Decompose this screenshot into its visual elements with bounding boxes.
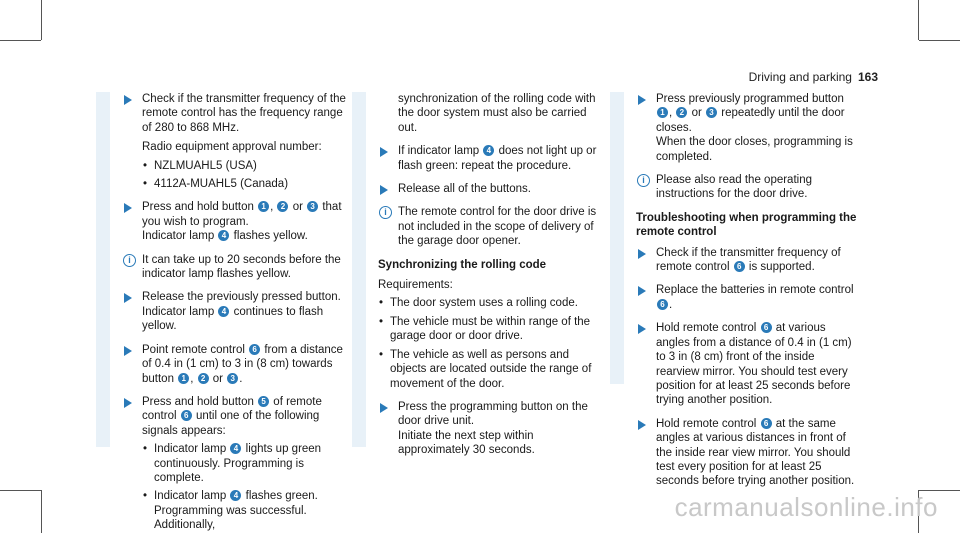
bullet-list bbox=[142, 159, 346, 192]
info-icon: i bbox=[637, 174, 650, 187]
number-badge-icon: 1 bbox=[258, 201, 269, 212]
number-badge-icon: 3 bbox=[706, 107, 717, 118]
column-3 bbox=[610, 92, 860, 488]
arrow-icon bbox=[124, 95, 132, 105]
info-icon: i bbox=[123, 254, 136, 267]
step: Press and hold button 1 , 2 or 3 that you wish to program. Indicator lamp 4 flashes yellow. bbox=[122, 200, 346, 243]
number-badge-icon: 5 bbox=[258, 396, 269, 407]
crop-mark bbox=[919, 490, 960, 491]
page-header bbox=[749, 70, 878, 84]
list-item: • 4112A-MUAHL5 (Canada) bbox=[142, 177, 346, 191]
arrow-icon bbox=[124, 203, 132, 213]
info-note: i The remote control for the door drive is not included in the scope of delivery of the garage door opener. bbox=[378, 205, 602, 248]
radio-approval: Radio equipment approval number: bbox=[142, 141, 322, 154]
continued-text: synchronization of the rolling code with the door system must also be carried out. bbox=[398, 93, 596, 134]
arrow-icon bbox=[124, 346, 132, 356]
number-badge-icon: 2 bbox=[198, 373, 209, 384]
list-item: • The vehicle must be within range of the garage door or door drive. bbox=[378, 315, 602, 344]
list-item: • The vehicle as well as persons and objects are located outside the range of movement of the door. bbox=[378, 348, 602, 391]
bullet-list bbox=[142, 442, 346, 532]
crop-mark bbox=[918, 0, 919, 40]
section-heading: Troubleshooting when programming the remote control bbox=[636, 211, 857, 239]
page-number: 163 bbox=[857, 70, 878, 84]
step: Check if the transmitter frequency of remote control 6 is supported. bbox=[636, 246, 860, 275]
arrow-icon bbox=[380, 403, 388, 413]
arrow-icon bbox=[380, 147, 388, 157]
number-badge-icon: 4 bbox=[483, 145, 494, 156]
number-badge-icon: 2 bbox=[277, 201, 288, 212]
crop-mark bbox=[919, 40, 960, 41]
step: Press previously programmed button 1 , 2 or 3 repeatedly until the door closes. When the door closes, programming is completed. bbox=[636, 92, 860, 164]
bullet-list bbox=[378, 296, 602, 390]
list-item: • Indicator lamp 4 flashes green. Programming was successful. Additionally, bbox=[142, 489, 346, 532]
step: Press and hold button 5 of remote control 6 until one of the following signals appears: • Indicator lamp 4 lights up green continuously. Programming is complete. • Indicator lamp 4 flashes green. Programming was successful. Additionally, bbox=[122, 395, 346, 533]
arrow-icon bbox=[124, 398, 132, 408]
crop-mark bbox=[0, 40, 41, 41]
number-badge-icon: 6 bbox=[761, 322, 772, 333]
step: Hold remote control 6 at various angles from a distance of 0.4 in (1 cm) to 3 in (8 cm) front of the inside rearview mirror. You should test every position for at least 25 seconds before trying another position. bbox=[636, 321, 860, 407]
column-2 bbox=[352, 92, 602, 457]
step: Check if the transmitter frequency of the remote control has the frequency range of 280 to 868 MHz. Radio equipment approval number: • NZLMUAHL5 (USA) • 4112A-MUAHL5 (Canada) bbox=[122, 92, 346, 191]
list-item: • The door system uses a rolling code. bbox=[378, 296, 602, 310]
number-badge-icon: 2 bbox=[676, 107, 687, 118]
number-badge-icon: 6 bbox=[249, 344, 260, 355]
step: Point remote control 6 from a distance of 0.4 in (1 cm) to 3 in (8 cm) towards button 1 , 2 or 3 . bbox=[122, 343, 346, 386]
arrow-icon bbox=[380, 185, 388, 195]
arrow-icon bbox=[638, 249, 646, 259]
number-badge-icon: 1 bbox=[178, 373, 189, 384]
number-badge-icon: 6 bbox=[761, 418, 772, 429]
watermark: carmanualsonline.info bbox=[674, 492, 938, 522]
crop-mark bbox=[41, 0, 42, 40]
arrow-icon bbox=[638, 95, 646, 105]
number-badge-icon: 4 bbox=[218, 306, 229, 317]
section-title: Driving and parking bbox=[748, 70, 852, 84]
number-badge-icon: 4 bbox=[230, 443, 241, 454]
column-1 bbox=[96, 92, 346, 532]
number-badge-icon: 1 bbox=[657, 107, 668, 118]
arrow-icon bbox=[638, 420, 646, 430]
number-badge-icon: 4 bbox=[230, 490, 241, 501]
step: Hold remote control 6 at the same angles at various distances in front of the inside rear view mirror. You should test every position for at least 25 seconds before trying another position. bbox=[636, 417, 860, 489]
info-note: i Please also read the operating instructions for the door drive. bbox=[636, 173, 860, 202]
number-badge-icon: 3 bbox=[227, 373, 238, 384]
number-badge-icon: 3 bbox=[307, 201, 318, 212]
step: Replace the batteries in remote control 6 . bbox=[636, 283, 860, 312]
arrow-icon bbox=[638, 324, 646, 334]
number-badge-icon: 6 bbox=[181, 410, 192, 421]
crop-mark bbox=[41, 490, 42, 533]
section-heading: Synchronizing the rolling code bbox=[378, 258, 547, 271]
list-item: • NZLMUAHL5 (USA) bbox=[142, 159, 346, 173]
info-icon: i bbox=[379, 206, 392, 219]
info-note: i It can take up to 20 seconds before the indicator lamp flashes yellow. bbox=[122, 253, 346, 282]
step: If indicator lamp 4 does not light up or flash green: repeat the procedure. bbox=[378, 144, 602, 173]
number-badge-icon: 6 bbox=[657, 299, 668, 310]
requirements-label: Requirements: bbox=[378, 279, 453, 292]
crop-mark bbox=[0, 490, 41, 491]
arrow-icon bbox=[638, 286, 646, 296]
step: Press the programming button on the door drive unit. Initiate the next step within approximately 30 seconds. bbox=[378, 400, 602, 458]
list-item: • Indicator lamp 4 lights up green continuously. Programming is complete. bbox=[142, 442, 346, 485]
number-badge-icon: 6 bbox=[734, 261, 745, 272]
step: Release the previously pressed button. Indicator lamp 4 continues to flash yellow. bbox=[122, 290, 346, 333]
number-badge-icon: 4 bbox=[218, 230, 229, 241]
arrow-icon bbox=[124, 293, 132, 303]
step: Release all of the buttons. bbox=[378, 182, 602, 196]
